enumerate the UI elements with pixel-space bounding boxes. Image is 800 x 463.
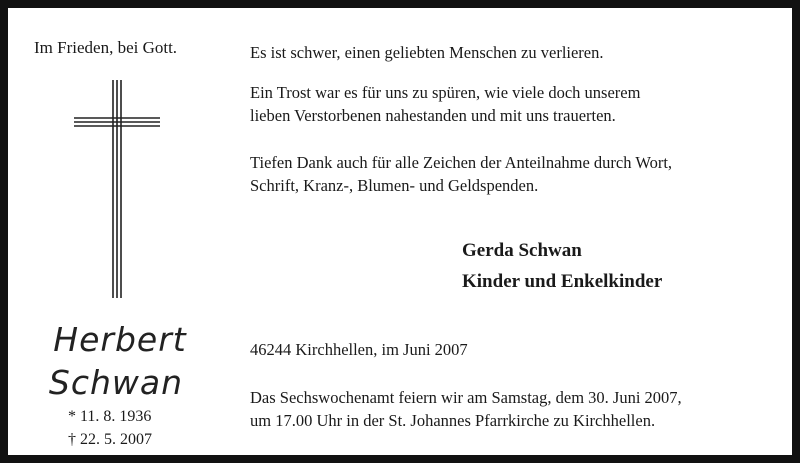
birth-date: * 11. 8. 1936 bbox=[68, 408, 152, 425]
paragraph-line: lieben Verstorbenen nahestanden und mit uns trauerten. bbox=[250, 106, 616, 125]
service-line: um 17.00 Uhr in der St. Johannes Pfarrkirche zu Kirchhellen. bbox=[250, 411, 656, 430]
paragraph-line: Schrift, Kranz-, Blumen- und Geldspenden. bbox=[250, 176, 539, 195]
deceased-first-name: Herbert bbox=[53, 320, 187, 359]
deceased-last-name: Schwan bbox=[48, 363, 184, 402]
paragraph-line: Es ist schwer, einen geliebten Menschen zu verlieren. bbox=[250, 43, 604, 62]
motto: Im Frieden, bei Gott. bbox=[34, 38, 178, 57]
paragraph-line: Tiefen Dank auch für alle Zeichen der Anteilnahme durch Wort, bbox=[250, 153, 673, 172]
death-date: † 22. 5. 2007 bbox=[68, 431, 152, 448]
paragraph-1 bbox=[250, 41, 604, 64]
place-date: 46244 Kirchhellen, im Juni 2007 bbox=[250, 340, 468, 359]
service-info bbox=[250, 386, 682, 432]
service-line: Das Sechswochenamt feiern wir am Samstag, dem 30. Juni 2007, bbox=[250, 388, 682, 407]
signatory-spouse: Gerda Schwan bbox=[462, 240, 582, 261]
signatory-family: Kinder und Enkelkinder bbox=[462, 271, 663, 292]
paragraph-3 bbox=[250, 151, 672, 197]
left-column bbox=[16, 8, 236, 455]
paragraph-line: Ein Trost war es für uns zu spüren, wie viele doch unserem bbox=[250, 83, 641, 102]
paragraph-2 bbox=[250, 81, 640, 127]
cross-icon bbox=[74, 80, 174, 300]
